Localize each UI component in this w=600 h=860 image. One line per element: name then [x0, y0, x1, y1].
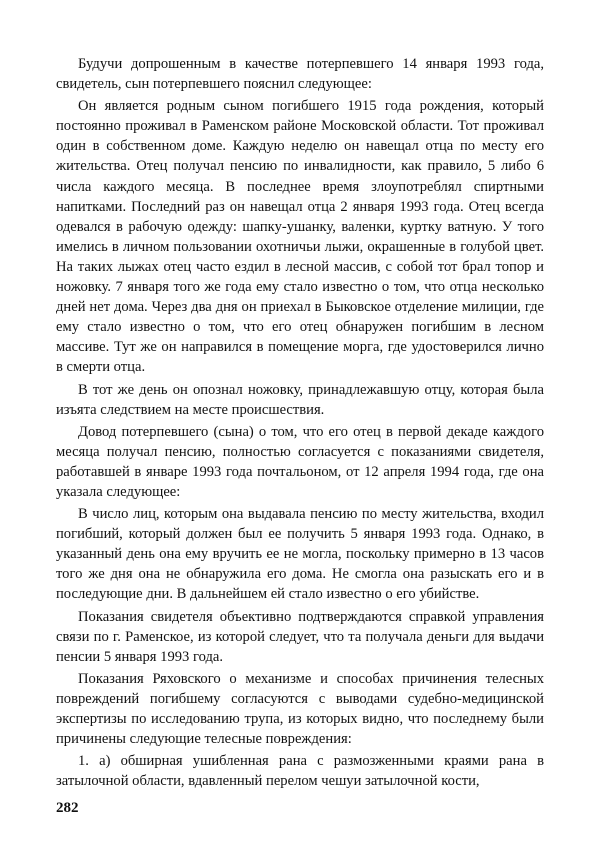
paragraph-1: Будучи допрошенным в качестве потерпевшего 14 января 1993 года, свидетель, сын потерпевшего пояснил следующее:	[56, 56, 544, 93]
paragraph-2: Он является родным сыном погибшего 1915 года рождения, который постоянно проживал в Раменском районе Московской области. Тот проживал один в собственном доме. Каждую неделю он навещал отца по месту его жительства. Отец получал пенсию по инвалидности, как правило, 5 либо 6 числа каждого месяца. В последнее время злоупотреблял спиртными напитками. Последний раз он навещал отца 2 января 1993 года. Отец всегда одевался в рабочую одежду: шапку-ушанку, валенки, куртку ватную. У того имелись в личном пользовании охотничьи лыжи, окрашенные в голубой цвет. На таких лыжах отец часто ездил в лесной массив, с собой тот брал топор и ножовку. 7 января того же года ему стало известно о том, что отца несколько дней нет дома. Через два дня он приехал в Быковское отделение милиции, где ему стало известно о том, что его отец обнаружен погибшим в лесном массиве. Тут же он направился в помещение морга, где удостоверился лично в смерти отца.	[56, 98, 544, 376]
paragraph-4: Довод потерпевшего (сына) о том, что его отец в первой декаде каждого месяца получал пенсию, полностью согласуется с показаниями свидетеля, работавшей в январе 1993 года почтальоном, от 12 апреля 1994 года, где она указала следующее:	[56, 423, 544, 500]
page-number: 282	[56, 800, 79, 816]
paragraph-3: В тот же день он опознал ножовку, принадлежавшую отцу, которая была изъята следствием на месте происшествия.	[56, 381, 544, 418]
paragraph-8: 1. а) обширная ушибленная рана с размозженными краями рана в затылочной области, вдавленный перелом чешуи затылочной кости,	[56, 753, 544, 790]
paragraph-5: В число лиц, которым она выдавала пенсию по месту жительства, входил погибший, который должен был ее получить 5 января 1993 года. Однако, в указанный день она ему вручить ее не могла, поскольку примерно в 13 часов того же дня она не обнаружила его дома. Не смогла она разыскать его и в последующие дни. В дальнейшем ей стало известно о его убийстве.	[56, 506, 544, 603]
body-text	[56, 54, 544, 793]
paragraph-6: Показания свидетеля объективно подтверждаются справкой управления связи по г. Раменское, из которой следует, что та получала деньги для выдачи пенсии 5 января 1993 года.	[56, 608, 544, 665]
paragraph-7: Показания Ряховского о механизме и способах причинения телесных повреждений погибшему согласуются с выводами судебно-медицинской экспертизы по исследованию трупа, из которых видно, что последнему были причинены следующие телесные повреждения:	[56, 670, 544, 748]
